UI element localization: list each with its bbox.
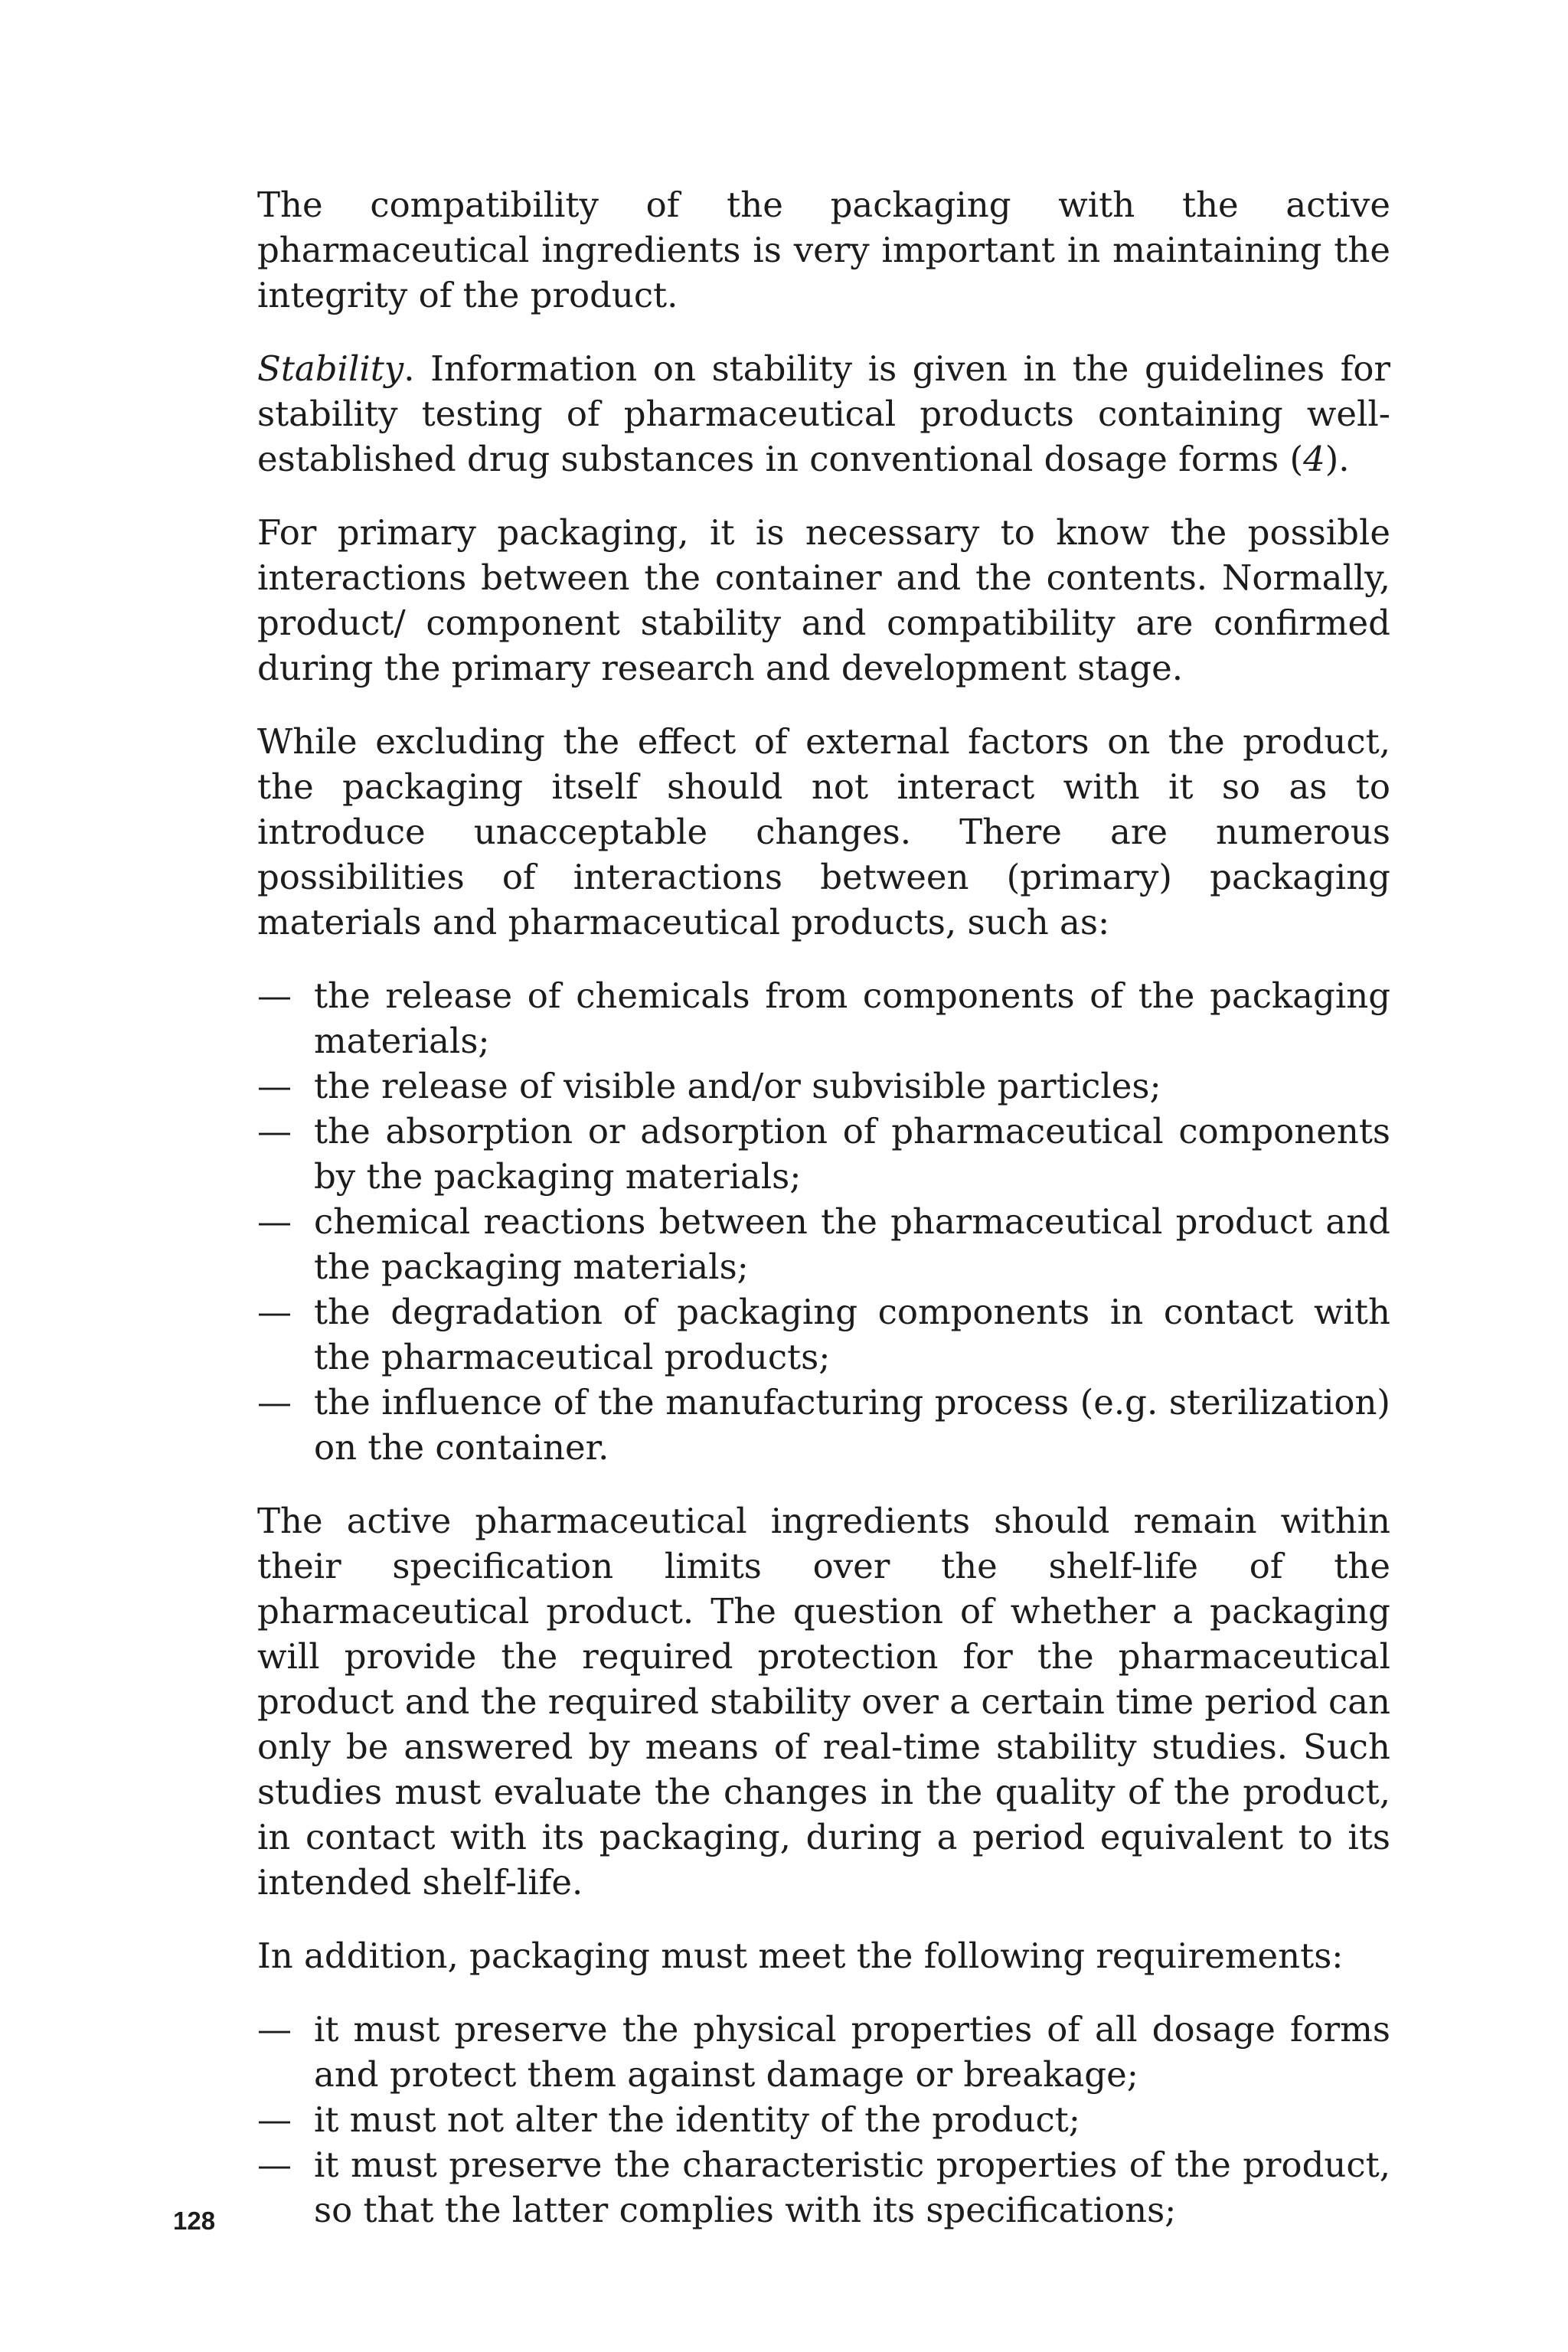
dash-marker: — <box>257 1382 292 1423</box>
dash-marker: — <box>257 1292 292 1332</box>
page-number: 128 <box>173 2207 216 2235</box>
dash-marker: — <box>257 1201 292 1242</box>
stability-text-end: ). <box>1325 439 1350 479</box>
paragraph-shelf-life: The active pharmaceutical ingredients should remain within their specification limits over the shelf-life of the pharmaceutical product. The question of whether a packaging will provide the required protection for the pharmaceutical product and the required stability over a certain time period can only be answered by means of real-time stability studies. Such studies must evaluate the changes in the quality of the product, in contact with its packaging, during a period equivalent to its intended shelf-life. <box>257 1501 1390 1903</box>
dash-marker: — <box>257 2099 292 2140</box>
dash-marker: — <box>257 2009 292 2050</box>
list-item: — the release of chemicals from components of the packaging materials; <box>257 973 1390 1063</box>
interactions-list <box>257 973 1390 1470</box>
dash-marker: — <box>257 1111 292 1152</box>
stability-text: . Information on stability is given in the guidelines for stability testing of pharmaceutical products containing well-established drug substances in conventional dosage forms ( <box>257 348 1390 479</box>
list-item: — the release of visible and/or subvisible particles; <box>257 1063 1390 1109</box>
paragraph-primary-packaging: For primary packaging, it is necessary to know the possible interactions between the container and the contents. Normally, product/ component stability and compatibility are confirmed during the primary research and development stage. <box>257 512 1390 688</box>
paragraph-interactions-intro: While excluding the effect of external factors on the product, the packaging itself should not interact with it so as to introduce unacceptable changes. There are numerous possibilities of interactions between (primary) packaging materials and pharmaceutical products, such as: <box>257 721 1390 942</box>
requirements-list <box>257 2007 1390 2233</box>
list-item: — it must not alter the identity of the product; <box>257 2097 1390 2142</box>
dash-marker: — <box>257 2145 292 2185</box>
page-body <box>257 182 1390 2261</box>
dash-marker: — <box>257 1066 292 1106</box>
list-item: — the degradation of packaging components in contact with the pharmaceutical products; <box>257 1289 1390 1380</box>
paragraph-compatibility: The compatibility of the packaging with the active pharmaceutical ingredients is very important in maintaining the integrity of the product. <box>257 185 1390 315</box>
list-item: — it must preserve the physical properties of all dosage forms and protect them against damage or breakage; <box>257 2007 1390 2097</box>
list-item: — the absorption or adsorption of pharmaceutical components by the packaging materials; <box>257 1109 1390 1199</box>
paragraph-requirements-intro: In addition, packaging must meet the following requirements: <box>257 1936 1344 1976</box>
list-item: — the influence of the manufacturing process (e.g. sterilization) on the container. <box>257 1380 1390 1470</box>
dash-marker: — <box>257 975 292 1016</box>
reference-number: 4 <box>1303 439 1325 479</box>
paragraph-stability <box>257 346 1390 482</box>
list-item: — chemical reactions between the pharmaceutical product and the packaging materials; <box>257 1199 1390 1289</box>
list-item: — it must preserve the characteristic properties of the product, so that the latter complies with its specifications; <box>257 2142 1390 2233</box>
stability-heading: Stability <box>257 348 404 389</box>
